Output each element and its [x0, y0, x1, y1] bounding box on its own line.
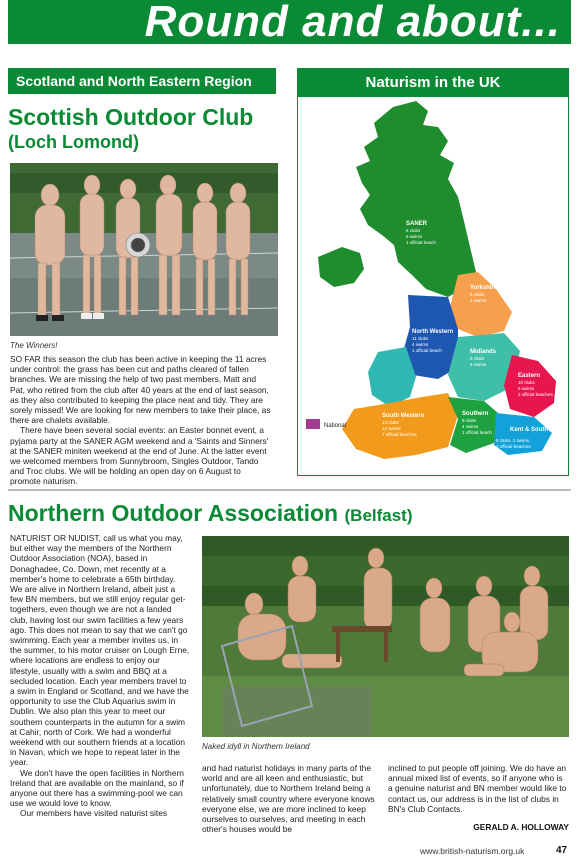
map-detail: 9 clubs: [470, 356, 485, 361]
map-detail: 6 swims: [470, 362, 487, 367]
map-title: Naturism in the UK: [298, 69, 568, 97]
legend-national-label: National: [324, 423, 347, 429]
map-detail: 7 official beaches: [382, 432, 417, 437]
paragraph: Our members have visited naturist sites: [20, 808, 168, 819]
map-detail: 1 official beach: [412, 348, 442, 353]
section-divider: [8, 489, 571, 491]
region-label: Scotland and North Eastern Region: [8, 68, 276, 94]
article-author: GERALD A. HOLLOWAY: [473, 822, 569, 832]
region-northern-ireland: [318, 247, 364, 287]
map-detail: 6 clubs: [470, 292, 485, 297]
map-detail: 1 official beach: [462, 430, 492, 435]
winners-photo: [10, 163, 278, 336]
legend-national-swatch: [306, 419, 320, 429]
map-detail: 12 swims: [382, 426, 401, 431]
page-number: 47: [556, 845, 568, 856]
map-label-north-western: North Western: [412, 329, 454, 335]
photo-caption: The Winners!: [10, 341, 58, 350]
uk-naturism-map: [297, 68, 569, 476]
noa-title: [8, 499, 571, 530]
winners-photo-illustration: [10, 163, 278, 336]
region-yorkshire: [450, 272, 512, 337]
map-detail: 6 swims: [406, 234, 423, 239]
map-detail: 1 official beach: [406, 240, 436, 245]
paragraph: NATURIST OR NUDIST, call us what you may, but either way the members of the Northern Outdoor Association (NOA), based in Donaghadee, Co. Down, met recently at a member's home to celebrate a 65th birthday. We are alive in Northern Ireland, albeit just a few BN members, but we still enjoy regular get-togethers, even though we are not a landed club, having lost our swim facilities a few years ago. This does not mean to say that we can't go swimming. Each year a member invites us, in the summer, to his motor cruiser on Lough Erne, where locations are endless to enjoy our lifestyle, usually with a swim and BBQ at a secluded location. Each year members travel to a swim in England or Scotland, and we have the opportunity to use the Club Aquarius swim in Dublin. We also plan this year to meet our southern counterparts in the autumn for a swim at Cahir, north of Cork. We had a wonderful weekend with our southern friends at a location in Navan, which we hope to repeat later in the year.: [10, 533, 190, 768]
header-banner: [8, 0, 571, 44]
map-detail: 5 swims: [518, 386, 535, 391]
map-detail: 6 clubs: [406, 228, 421, 233]
uk-map-illustration: [298, 97, 568, 475]
map-detail: 11 clubs: [412, 336, 429, 341]
noa-title-text: Northern Outdoor Association: [8, 500, 339, 526]
region-saner: [356, 101, 476, 297]
paragraph: SO FAR this season the club has been active in keeping the 11 acres under control: the grass has been cut and paths cleared of fallen branches. We are missing the help of two past members, Matt and Pat, who retired from the club after 40 years at the end of last season, as they also contributed to keeping the place neat and tidy. They are sorely missed! We are looking for new members to take their place, as there are chalets available.: [10, 354, 271, 426]
paragraph: There have been several social events: an Easter bonnet event, a pyjama party at the SANER AGM weekend and a 'Saints and Sinners' at the SANER miniten weekend at the end of June. At the latter event we welcomed members from Sunnybroom, Singles Outdoor, Tando and Troc clubs. We will be holding an open day on 6 August to promote naturism.: [10, 425, 269, 487]
article-noa-col2: and had naturist holidays in many parts of the world and are all keen and enthusiastic, but unfortunately, due to Northern Ireland being a relatively small country where everyone knows everyone else, we are more inclined to keep ourselves to ourselves, and meeting in each other's houses would be: [202, 763, 375, 835]
garden-photo-illustration: [202, 536, 569, 737]
map-label-yorkshire: Yorkshire: [470, 285, 498, 291]
map-detail: 4 swims: [412, 342, 429, 347]
club-subtitle: (Loch Lomond): [8, 132, 139, 152]
article-scottish-outdoor-club: [10, 354, 272, 487]
map-detail: 3 official beaches: [496, 444, 531, 449]
article-noa-col1: [10, 533, 190, 819]
map-label-eastern: Eastern: [518, 373, 541, 379]
region-wales: [368, 347, 416, 407]
map-label-southern: Southern: [462, 411, 489, 417]
noa-title-suffix: (Belfast): [344, 506, 413, 525]
map-detail: 8 clubs, 2 swims: [496, 438, 530, 443]
map-label-midlands: Midlands: [470, 349, 497, 355]
map-detail: 10 clubs: [518, 380, 535, 385]
garden-photo: [202, 536, 569, 737]
map-detail: 9 clubs: [462, 418, 477, 423]
photo-caption: Naked idyll in Northern Ireland: [202, 742, 310, 751]
map-label-saner: SANER: [406, 221, 428, 227]
map-detail: 3 official beaches: [518, 392, 553, 397]
map-detail: 2 swims: [470, 298, 487, 303]
article-noa-col3: inclined to put people off joining. We do have an annual mixed list of events, so if anyone who is a genuine naturist and BN member would like to contact us, our address is in the list of clubs in BN's Club Contacts.: [388, 763, 567, 814]
map-detail: 14 clubs: [382, 420, 399, 425]
map-detail: 4 swims: [462, 424, 479, 429]
page-title: Round and about...: [144, 0, 561, 46]
paragraph: We don't have the open facilities in Northern Ireland that are available on the mainland, so if anyone out there has a swimming-pool we can use we would love to know.: [10, 767, 184, 809]
club-title: Scottish Outdoor Club: [8, 104, 254, 130]
map-label-kent: Kent & South East: [510, 427, 563, 433]
map-label-south-western: South Western: [382, 413, 425, 419]
footer-url: www.british-naturism.org.uk: [420, 846, 525, 856]
